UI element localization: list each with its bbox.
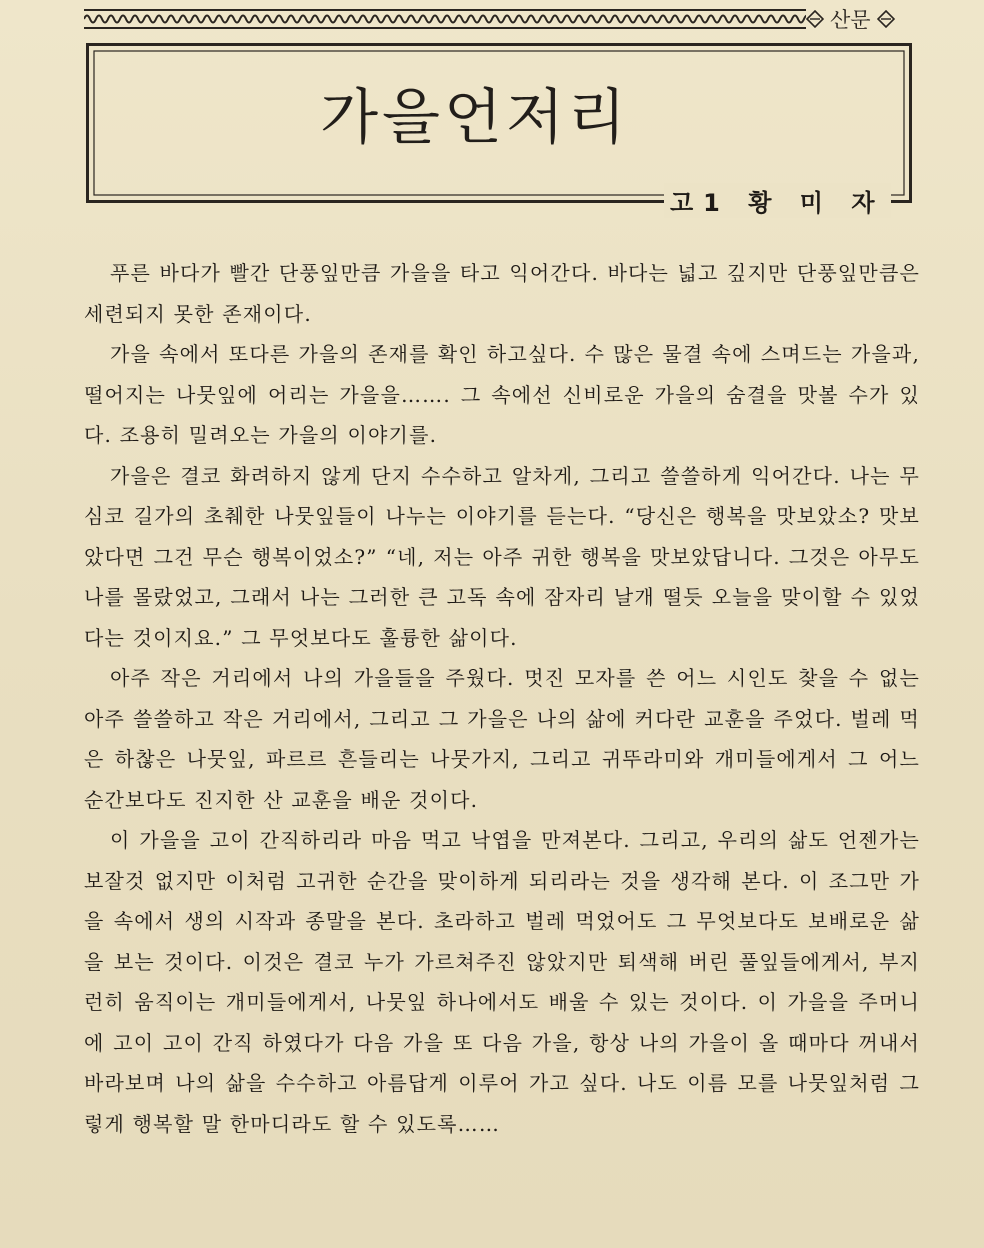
- diamond-ornament-icon: [806, 10, 824, 28]
- paragraph: 가을은 결코 화려하지 않게 단지 수수하고 알차게, 그리고 쓸쓸하게 익어간다. 나는 무심코 길가의 초췌한 나뭇잎들이 나누는 이야기를 듣는다. “당신은 행복을 맛보았소? 맛보았다면 그건 무슨 행복이었소?” “네, 저는 아주 귀한 행복을 맛보았답니다. 그것은 아무도 나를 몰랐었고, 그래서 나는 그러한 큰 고독 속에 잠자리 날개 떨듯 오늘을 맞이할 수 있었다는 것이지요.” 그 무엇보다도 훌륭한 삶이다.: [84, 463, 920, 650]
- section-header: [806, 2, 895, 36]
- paragraph: 가을 속에서 또다른 가을의 존재를 확인 하고싶다. 수 많은 물결 속에 스며드는 가을과, 떨어지는 나뭇잎에 어리는 가을을……. 그 속에선 신비로운 가을의 숨결을 맛볼 수가 있다. 조용히 밀려오는 가을의 이야기를.: [84, 342, 920, 447]
- author-byline: 고1 황 미 자: [664, 183, 891, 218]
- article-title: 가을언저리: [320, 83, 630, 153]
- paragraph: 이 가을을 고이 간직하리라 마음 먹고 낙엽을 만져본다. 그리고, 우리의 삶도 언젠가는 보잘것 없지만 이처럼 고귀한 순간을 맞이하게 되리라는 것을 생각해 본다. 이 조그만 가을 속에서 생의 시작과 종말을 본다. 초라하고 벌레 먹었어도 그 무엇보다도 보배로운 삶을 보는 것이다. 이것은 결코 누가 가르쳐주진 않았지만 퇴색해 버린 풀잎들에게서, 부지런히 움직이는 개미들에게서, 나뭇잎 하나에서도 배울 수 있는 것이다. 이 가을을 주머니에 고이 고이 간직 하였다가 다음 가을 또 다음 가을, 항상 나의 가을이 올 때마다 꺼내서 바라보며 나의 삶을 수수하고 아름답게 이루어 가고 싶다. 나도 이름 모를 나뭇잎처럼 그렇게 행복할 말 한마디라도 할 수 있도록……: [84, 828, 920, 1136]
- article-body: [84, 253, 920, 1144]
- paragraph: 푸른 바다가 빨간 단풍잎만큼 가을을 타고 익어간다. 바다는 넓고 깊지만 단풍잎만큼은 세련되지 못한 존재이다.: [84, 261, 920, 326]
- paragraph: 아주 작은 거리에서 나의 가을들을 주웠다. 멋진 모자를 쓴 어느 시인도 찾을 수 없는 아주 쓸쓸하고 작은 거리에서, 그리고 그 가을은 나의 삶에 커다란 교훈을 주었다. 벌레 먹은 하찮은 나뭇잎, 파르르 흔들리는 나뭇가지, 그리고 귀뚜라미와 개미들에게서 그 어느 순간보다도 진지한 산 교훈을 배운 것이다.: [84, 666, 920, 812]
- top-ornament-border: [84, 8, 806, 30]
- section-label: 산문: [830, 8, 871, 32]
- diamond-ornament-icon: [877, 10, 895, 28]
